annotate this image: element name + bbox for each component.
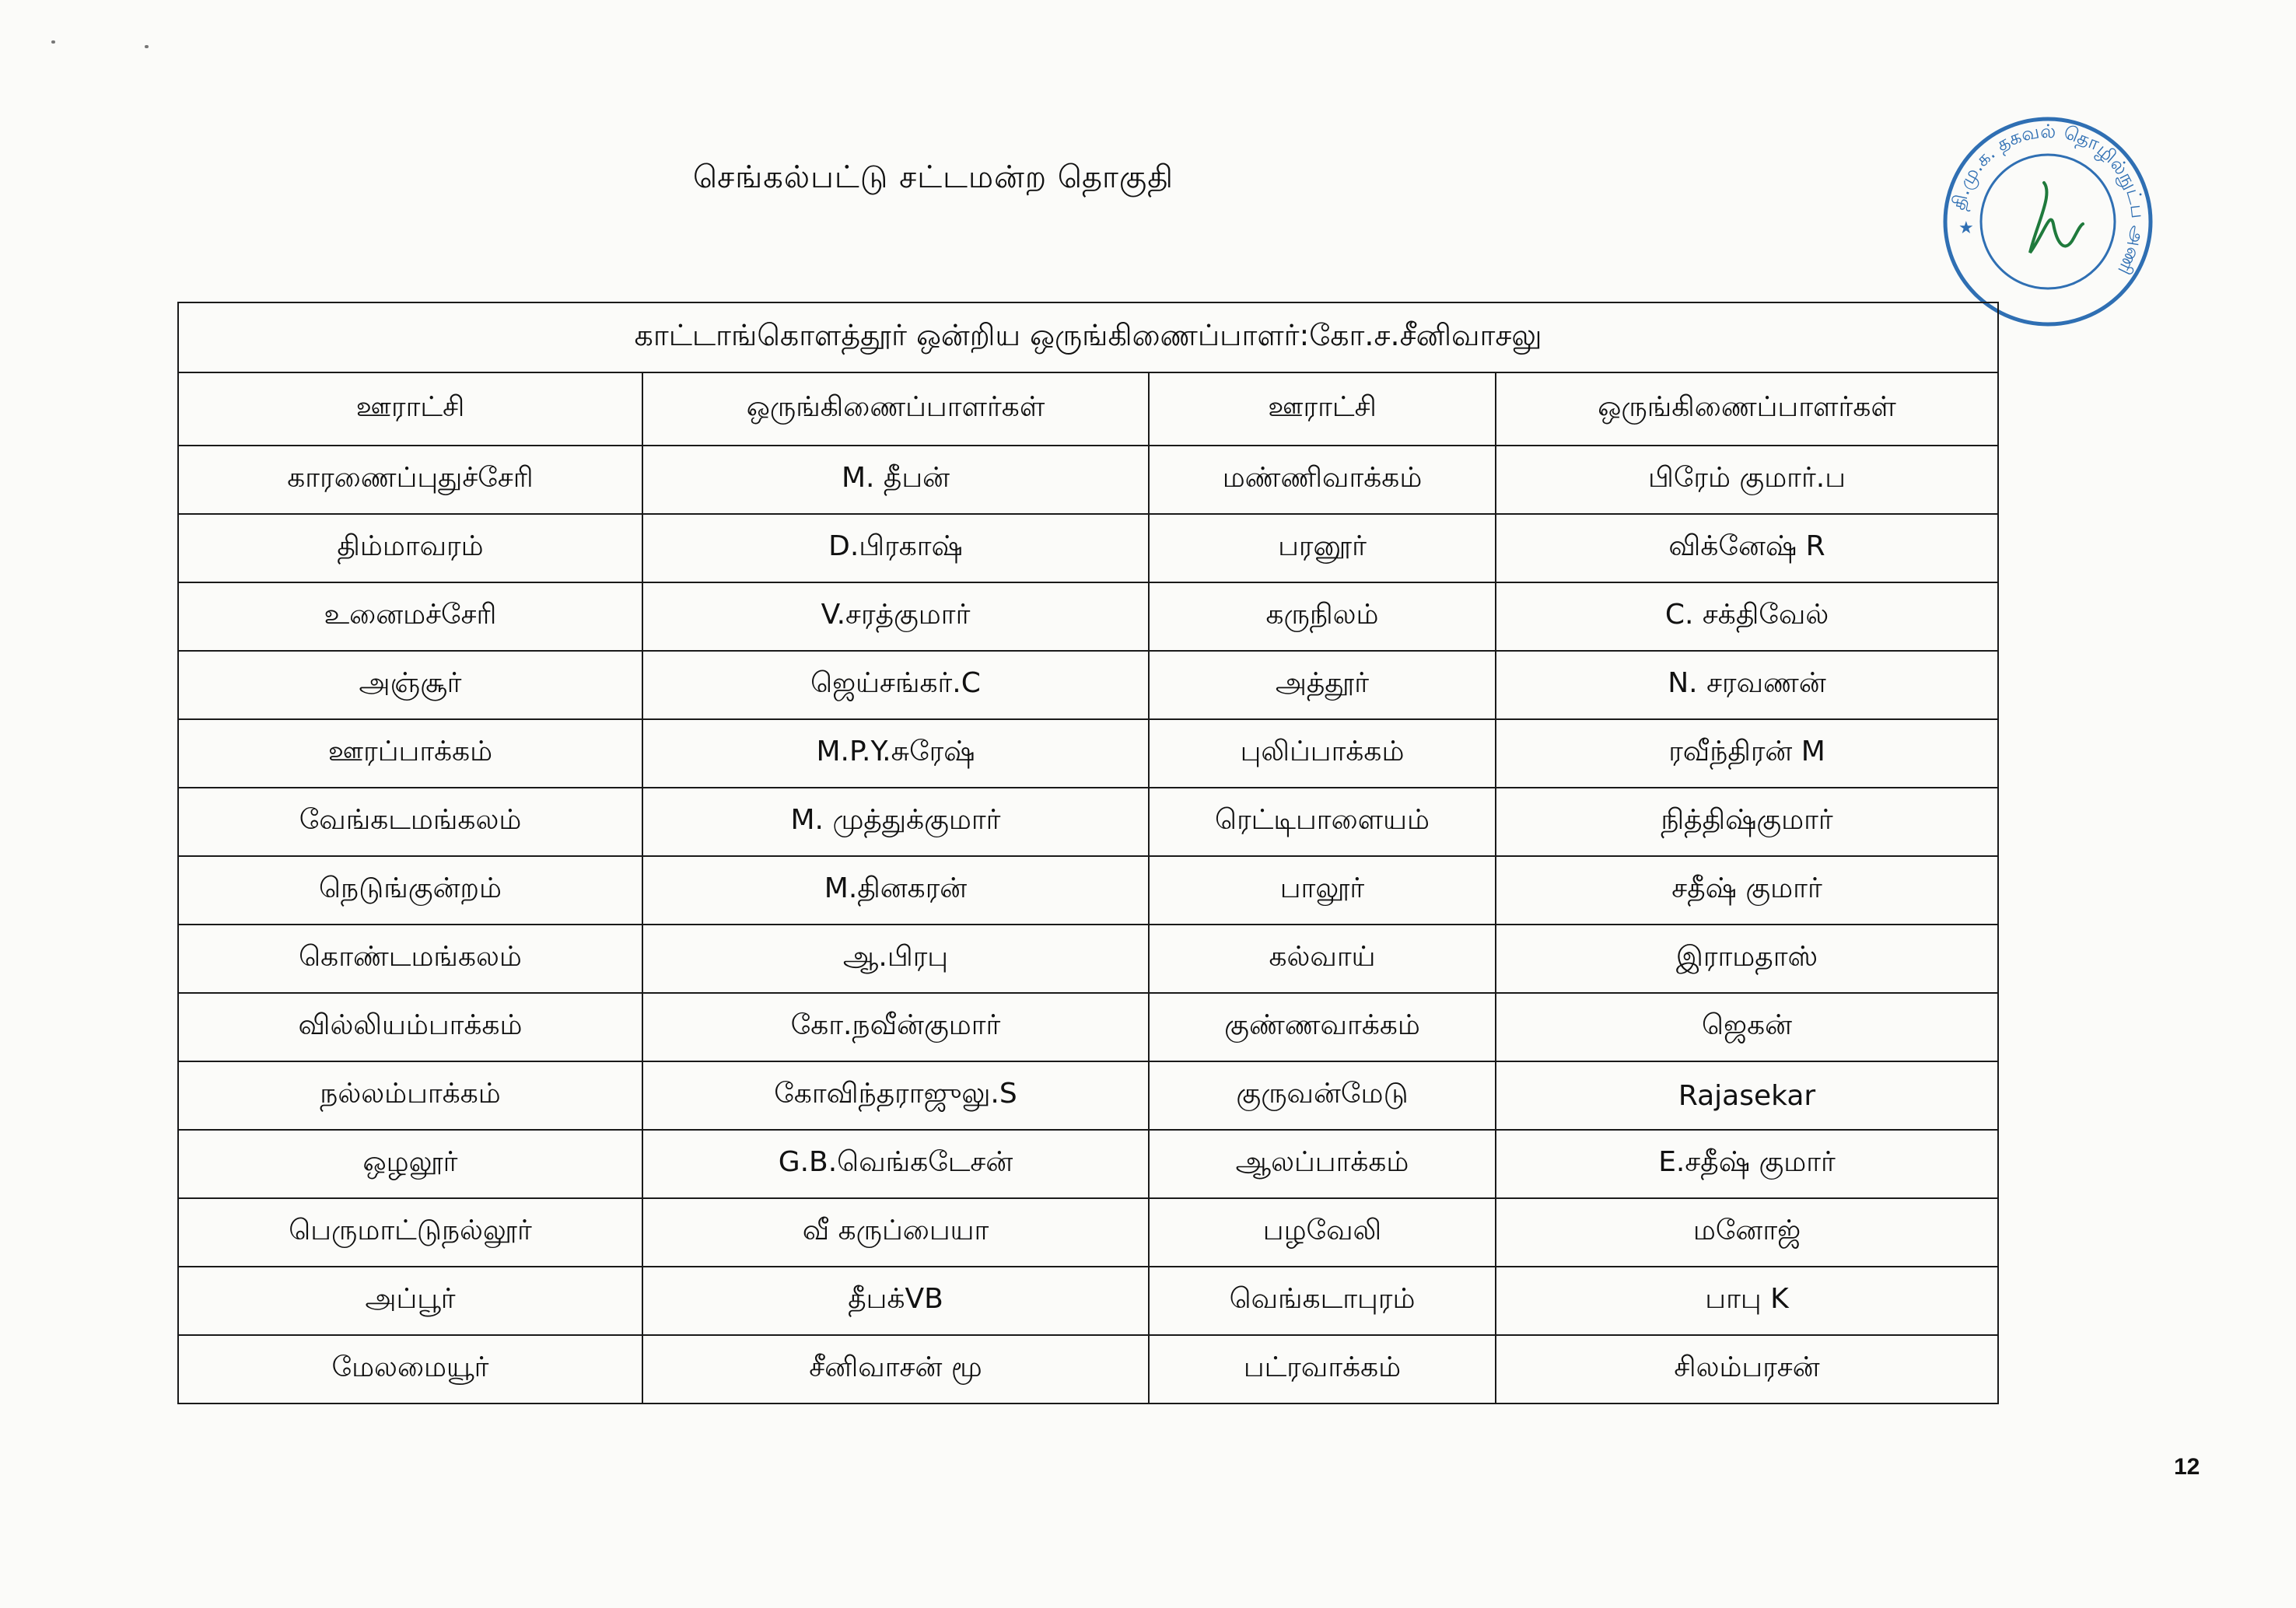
header-coordinators: ஒருங்கிணைப்பாளர்கள் [1496, 372, 1998, 446]
scan-speck [51, 40, 55, 44]
village-cell: கல்வாய் [1149, 925, 1496, 993]
village-cell: பட்ரவாக்கம் [1149, 1335, 1496, 1404]
table-row [178, 1198, 1998, 1267]
coordinator-cell: C. சக்திவேல் [1496, 582, 1998, 651]
svg-text:★: ★ [1958, 218, 1974, 238]
village-cell: உனைமச்சேரி [178, 582, 642, 651]
table-row [178, 788, 1998, 856]
village-cell: காரணைப்புதுச்சேரி [178, 446, 642, 514]
signature-mark [2030, 183, 2083, 253]
village-cell: மண்ணிவாக்கம் [1149, 446, 1496, 514]
coordinator-cell: நித்திஷ்குமார் [1496, 788, 1998, 856]
village-cell: பரனூர் [1149, 514, 1496, 582]
page-title: செங்கல்பட்டு சட்டமன்ற தொகுதி [692, 159, 1174, 195]
village-cell: ஒழலூர் [178, 1130, 642, 1198]
party-seal-icon [1927, 117, 2168, 327]
village-cell: ஆலப்பாக்கம் [1149, 1130, 1496, 1198]
coordinator-cell: ஜெகன் [1496, 993, 1998, 1061]
table-row [178, 514, 1998, 582]
village-cell: நல்லம்பாக்கம் [178, 1061, 642, 1130]
union-coordinator-banner: காட்டாங்கொளத்தூர் ஒன்றிய ஒருங்கிணைப்பாளர்:கோ.ச.சீனிவாசலு [178, 302, 1998, 372]
village-cell: குருவன்மேடு [1149, 1061, 1496, 1130]
village-cell: பாலூர் [1149, 856, 1496, 925]
village-cell: ரெட்டிபாளையம் [1149, 788, 1496, 856]
coordinator-cell: வீ கருப்பையா [642, 1198, 1149, 1267]
coordinator-cell: D.பிரகாஷ் [642, 514, 1149, 582]
village-cell: அப்பூர் [178, 1267, 642, 1335]
table-row [178, 651, 1998, 719]
village-cell: ஊரப்பாக்கம் [178, 719, 642, 788]
coordinator-cell: சதீஷ் குமார் [1496, 856, 1998, 925]
coordinator-cell: சீனிவாசன் மூ [642, 1335, 1149, 1404]
coordinator-cell: இராமதாஸ் [1496, 925, 1998, 993]
coordinator-cell: பாபு K [1496, 1267, 1998, 1335]
coordinator-cell: ஆ.பிரபு [642, 925, 1149, 993]
coordinator-cell: விக்னேஷ் R [1496, 514, 1998, 582]
table-row [178, 1267, 1998, 1335]
table-row [178, 1061, 1998, 1130]
coordinator-cell: M. தீபன் [642, 446, 1149, 514]
coordinator-cell: M. முத்துக்குமார் [642, 788, 1149, 856]
header-village: ஊராட்சி [1149, 372, 1496, 446]
village-cell: திம்மாவரம் [178, 514, 642, 582]
page-number: 12 [2174, 1454, 2200, 1480]
village-cell: மேலமையூர் [178, 1335, 642, 1404]
table-banner-row [178, 302, 1998, 372]
coordinator-cell: கோவிந்தராஜுலு.S [642, 1061, 1149, 1130]
village-cell: பழவேலி [1149, 1198, 1496, 1267]
seal-text: தி.மு.க. தகவல் தொழில்நுட்ப அணி [1947, 120, 2150, 278]
coordinator-cell: மனோஜ் [1496, 1198, 1998, 1267]
header-coordinators: ஒருங்கிணைப்பாளர்கள் [642, 372, 1149, 446]
village-cell: வேங்கடமங்கலம் [178, 788, 642, 856]
table-row [178, 856, 1998, 925]
table-row [178, 719, 1998, 788]
village-cell: கொண்டமங்கலம் [178, 925, 642, 993]
village-cell: அத்தூர் [1149, 651, 1496, 719]
village-cell: வில்லியம்பாக்கம் [178, 993, 642, 1061]
table-row [178, 993, 1998, 1061]
coordinator-cell: E.சதீஷ் குமார் [1496, 1130, 1998, 1198]
coordinator-cell: G.B.வெங்கடேசன் [642, 1130, 1149, 1198]
coordinator-cell: M.P.Y.சுரேஷ் [642, 719, 1149, 788]
table-header-row [178, 372, 1998, 446]
table-row [178, 925, 1998, 993]
coordinator-cell: பிரேம் குமார்.ப [1496, 446, 1998, 514]
village-cell: குண்ணவாக்கம் [1149, 993, 1496, 1061]
coordinator-cell: ஜெய்சங்கர்.C [642, 651, 1149, 719]
table-row [178, 1335, 1998, 1404]
scan-speck [145, 45, 149, 48]
village-cell: நெடுங்குன்றம் [178, 856, 642, 925]
table-row [178, 446, 1998, 514]
village-cell: கருநிலம் [1149, 582, 1496, 651]
coordinator-cell: V.சரத்குமார் [642, 582, 1149, 651]
coordinator-cell: சிலம்பரசன் [1496, 1335, 1998, 1404]
coordinator-cell: ரவீந்திரன் M [1496, 719, 1998, 788]
village-cell: வெங்கடாபுரம் [1149, 1267, 1496, 1335]
coordinator-cell: கோ.நவீன்குமார் [642, 993, 1149, 1061]
village-cell: பெருமாட்டுநல்லூர் [178, 1198, 642, 1267]
header-village: ஊராட்சி [178, 372, 642, 446]
village-cell: புலிப்பாக்கம் [1149, 719, 1496, 788]
coordinator-cell: தீபக்VB [642, 1267, 1149, 1335]
coordinator-cell: M.தினகரன் [642, 856, 1149, 925]
table-row [178, 1130, 1998, 1198]
table-row [178, 582, 1998, 651]
village-cell: அஞ்சூர் [178, 651, 642, 719]
coordinator-cell: N. சரவணன் [1496, 651, 1998, 719]
coordinator-cell: Rajasekar [1496, 1061, 1998, 1130]
coordinators-table [177, 302, 1999, 1404]
